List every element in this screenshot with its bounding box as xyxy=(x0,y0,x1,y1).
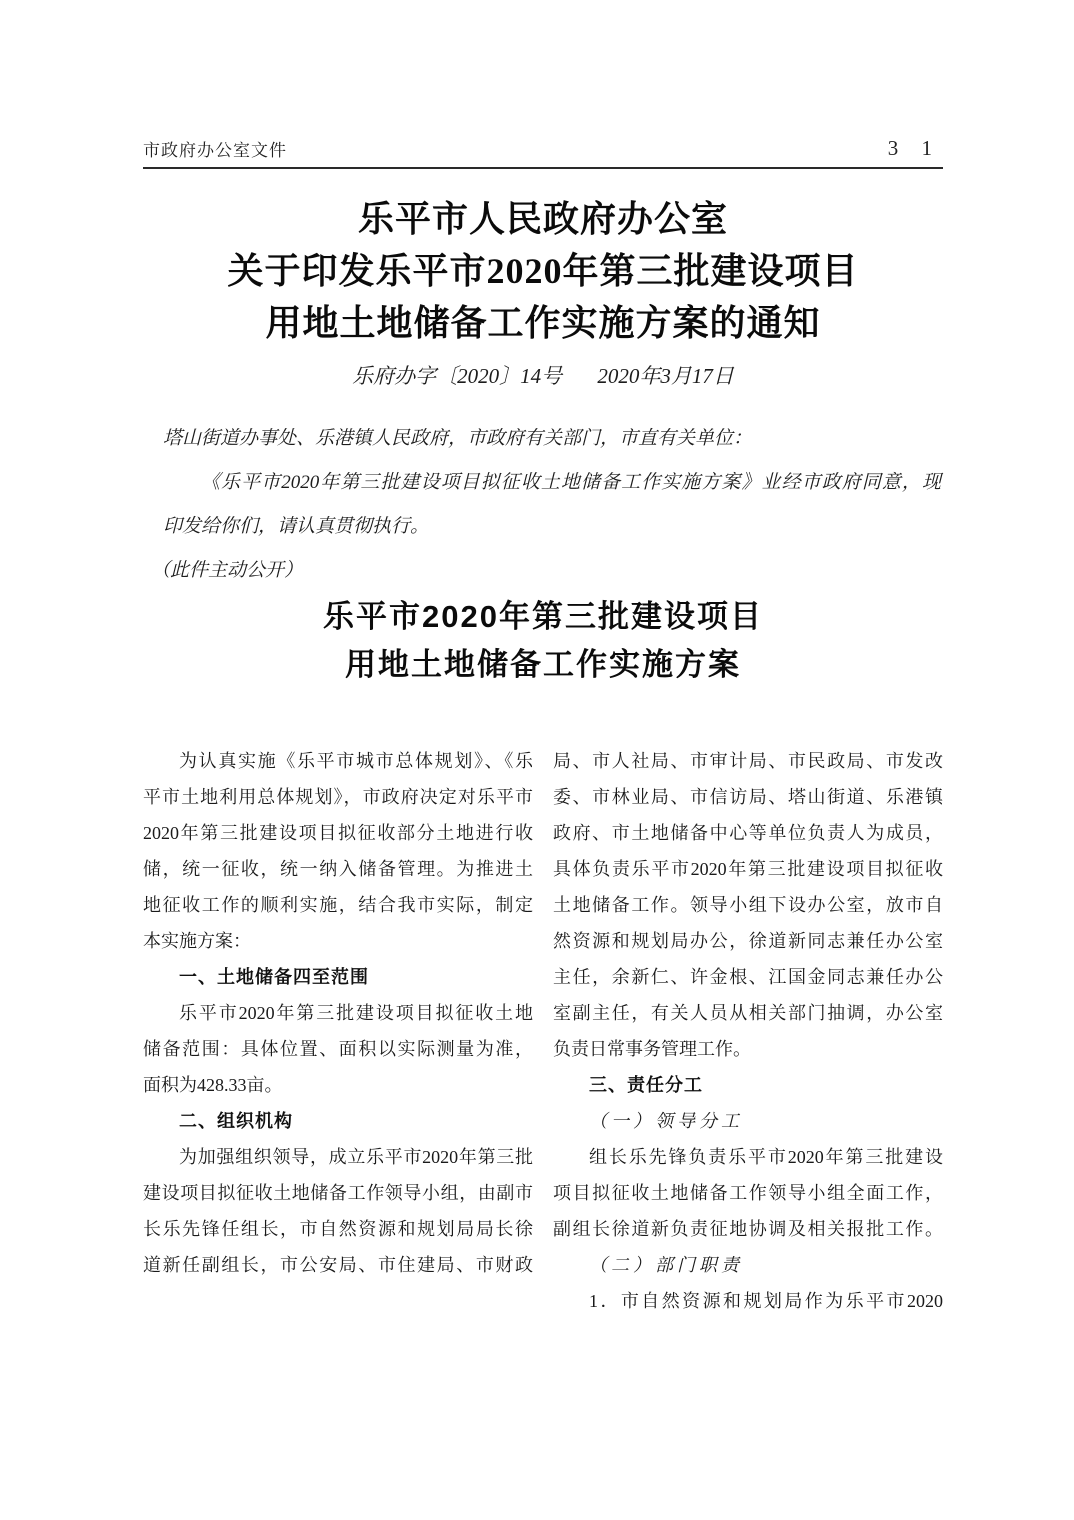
text-line: 局、市人社局、市审计局、市民政局、市发改 xyxy=(553,751,943,771)
text-line: 土地储备工作。领导小组下设办公室，放市自 xyxy=(553,895,943,915)
page-header xyxy=(143,136,943,169)
text-line: 室副主任，有关人员从相关部门抽调，办公室 xyxy=(553,1003,943,1023)
text-line: 为认真实施《乐平市城市总体规划》、《乐 xyxy=(179,751,533,771)
header-department-label: 市政府办公室文件 xyxy=(143,141,287,160)
text-line: 负责日常事务管理工作。 xyxy=(553,1039,751,1059)
document-number: 乐府办字〔2020〕14号 xyxy=(352,364,563,388)
text-line: 储备范围：具体位置、面积以实际测量为准， xyxy=(143,1039,533,1059)
two-column-body xyxy=(143,743,943,1319)
text-line: 乐平市2020年第三批建设项目拟征收土地 xyxy=(179,1003,533,1023)
text-line: 建设项目拟征收土地储备工作领导小组，由副市 xyxy=(143,1183,533,1203)
text-line: 道新任副组长，市公安局、市住建局、市财政 xyxy=(143,1255,533,1275)
subheading-3-2: （二）部门职责 xyxy=(589,1255,743,1275)
left-column xyxy=(143,743,533,1319)
text-line: 然资源和规划局办公，徐道新同志兼任办公室 xyxy=(553,931,943,951)
notice-body-line-2: 印发给你们，请认真贯彻执行。 xyxy=(163,516,430,537)
notice-recipients: 塔山街道办事处、乐港镇人民政府，市政府有关部门，市直有关单位： xyxy=(163,428,753,449)
plan-subtitle-line-2: 用地土地储备工作实施方案 xyxy=(345,647,741,682)
document-title-line-2: 关于印发乐平市2020年第三批建设项目 xyxy=(227,251,859,291)
document-title-line-3: 用地土地储备工作实施方案的通知 xyxy=(265,303,821,343)
text-line: 政府、市土地储备中心等单位负责人为成员， xyxy=(553,823,943,843)
notice-disclosure: （此件主动公开） xyxy=(151,560,304,581)
heading-section-2: 二、组织机构 xyxy=(179,1111,293,1131)
text-line: 主任，余新仁、许金根、江国金同志兼任办公 xyxy=(553,967,943,987)
text-line: 2020年第三批建设项目拟征收部分土地进行收 xyxy=(143,823,533,843)
text-line: 为加强组织领导，成立乐平市2020年第三批 xyxy=(179,1147,533,1167)
text-line: 地征收工作的顺利实施，结合我市实际，制定 xyxy=(143,895,533,915)
text-line: 1．市自然资源和规划局作为乐平市2020 xyxy=(589,1291,943,1311)
text-line: 具体负责乐平市2020年第三批建设项目拟征收 xyxy=(553,859,943,879)
notice-body-line-1: 《乐平市2020年第三批建设项目拟征收土地储备工作实施方案》业经市政府同意，现 xyxy=(201,472,941,493)
text-line: 组长乐先锋负责乐平市2020年第三批建设 xyxy=(589,1147,943,1167)
text-line: 副组长徐道新负责征地协调及相关报批工作。 xyxy=(553,1219,943,1239)
heading-section-3: 三、责任分工 xyxy=(589,1075,703,1095)
subheading-3-1: （一）领导分工 xyxy=(589,1111,743,1131)
text-line: 面积为428.33亩。 xyxy=(143,1075,283,1095)
document-content xyxy=(143,0,943,1319)
document-title xyxy=(143,193,943,349)
plan-subtitle xyxy=(143,593,943,689)
notice-block xyxy=(151,417,941,593)
plan-subtitle-line-1: 乐平市2020年第三批建设项目 xyxy=(323,599,763,634)
header-page-number: 3 1 xyxy=(887,136,941,160)
document-meta xyxy=(143,361,943,391)
right-column xyxy=(553,743,943,1319)
text-line: 长乐先锋任组长，市自然资源和规划局局长徐 xyxy=(143,1219,533,1239)
document-date: 2020年3月17日 xyxy=(597,364,734,388)
text-line: 委、市林业局、市信访局、塔山街道、乐港镇 xyxy=(553,787,943,807)
document-title-line-1: 乐平市人民政府办公室 xyxy=(357,199,728,239)
heading-section-1: 一、土地储备四至范围 xyxy=(179,967,369,987)
text-line: 本实施方案： xyxy=(143,931,251,951)
text-line: 平市土地利用总体规划》，市政府决定对乐平市 xyxy=(143,787,533,807)
text-line: 项目拟征收土地储备工作领导小组全面工作， xyxy=(553,1183,943,1203)
text-line: 储，统一征收，统一纳入储备管理。为推进土 xyxy=(143,859,533,879)
